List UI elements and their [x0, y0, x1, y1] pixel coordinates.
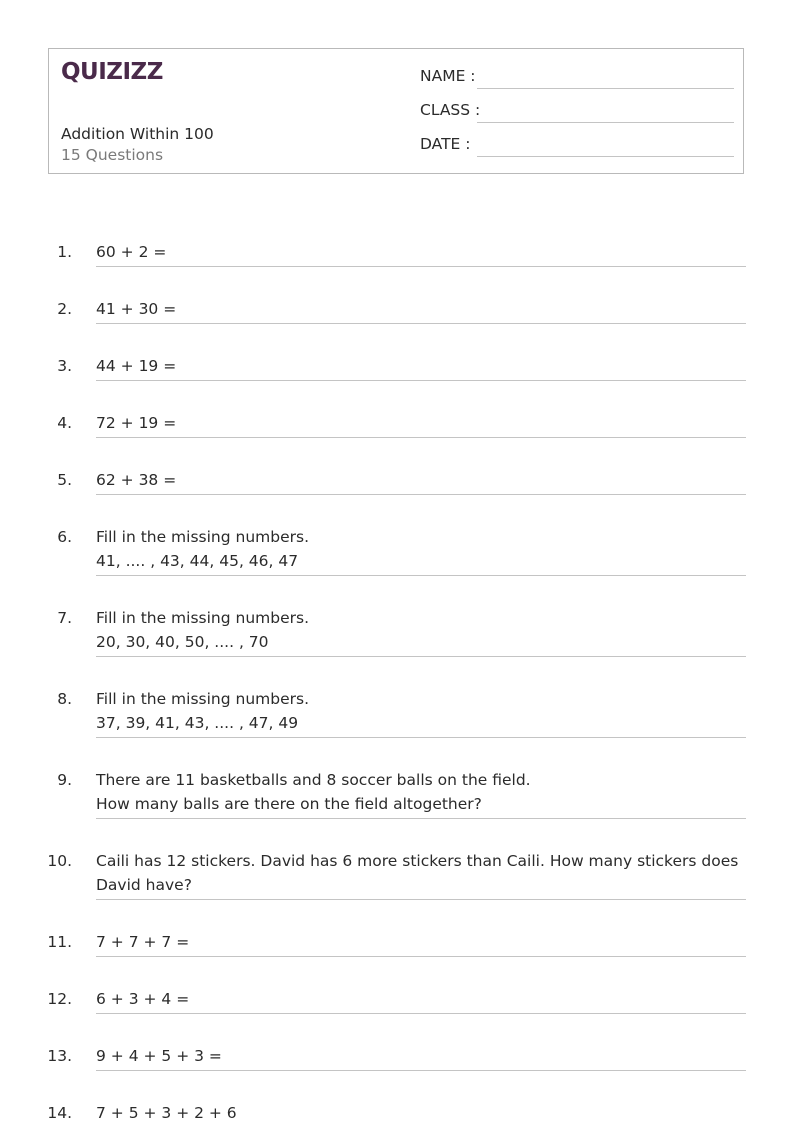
- question-instruction: Fill in the missing numbers.: [96, 609, 310, 627]
- quizizz-logo: QUIZIZZ: [61, 59, 163, 85]
- question-text: 72 + 19 =: [96, 414, 177, 432]
- question-number: 13.: [47, 1047, 72, 1065]
- question-number: 12.: [47, 990, 72, 1008]
- question-number: 9.: [57, 771, 72, 789]
- question-answer-area[interactable]: [96, 297, 746, 324]
- question-answer-area[interactable]: [96, 768, 746, 819]
- question-text: How many balls are there on the field altogether?: [96, 795, 482, 813]
- question-text: 7 + 5 + 3 + 2 + 6: [96, 1104, 237, 1122]
- date-field: [420, 135, 734, 159]
- question-number: 6.: [57, 528, 72, 546]
- question-answer-area[interactable]: [96, 849, 746, 900]
- question-number: 8.: [57, 690, 72, 708]
- question-text: Caili has 12 stickers. David has 6 more stickers than Caili. How many stickers does David have?: [96, 852, 739, 894]
- date-label: DATE :: [420, 135, 471, 153]
- question-answer-area[interactable]: [96, 240, 746, 267]
- question-text: 41 + 30 =: [96, 300, 177, 318]
- question-answer-area[interactable]: [96, 687, 746, 738]
- question-answer-area[interactable]: [96, 411, 746, 438]
- question-text: 6 + 3 + 4 =: [96, 990, 190, 1008]
- name-label: NAME :: [420, 67, 476, 85]
- question-number: 5.: [57, 471, 72, 489]
- question-text: 60 + 2 =: [96, 243, 167, 261]
- question-number: 11.: [47, 933, 72, 951]
- question-number: 14.: [47, 1104, 72, 1122]
- question-answer-area[interactable]: [96, 525, 746, 576]
- worksheet-header: [48, 48, 744, 174]
- question-number: 3.: [57, 357, 72, 375]
- question-text: There are 11 basketballs and 8 soccer balls on the field.: [96, 771, 531, 789]
- question-number: 2.: [57, 300, 72, 318]
- class-blank-line[interactable]: [477, 122, 734, 123]
- question-sequence: 41, .... , 43, 44, 45, 46, 47: [96, 552, 299, 570]
- question-answer-area[interactable]: [96, 930, 746, 957]
- class-label: CLASS :: [420, 101, 481, 119]
- question-text: 9 + 4 + 5 + 3 =: [96, 1047, 222, 1065]
- class-field: [420, 101, 734, 125]
- question-number: 1.: [57, 243, 72, 261]
- question-answer-area[interactable]: [96, 606, 746, 657]
- question-number: 10.: [47, 852, 72, 870]
- question-answer-area[interactable]: [96, 1101, 746, 1127]
- question-instruction: Fill in the missing numbers.: [96, 690, 310, 708]
- name-blank-line[interactable]: [477, 88, 734, 89]
- question-count: 15 Questions: [61, 146, 164, 164]
- name-field: [420, 67, 734, 91]
- question-answer-area[interactable]: [96, 354, 746, 381]
- date-blank-line[interactable]: [477, 156, 734, 157]
- question-instruction: Fill in the missing numbers.: [96, 528, 310, 546]
- question-answer-area[interactable]: [96, 468, 746, 495]
- question-number: 7.: [57, 609, 72, 627]
- question-answer-area[interactable]: [96, 1044, 746, 1071]
- question-sequence: 20, 30, 40, 50, .... , 70: [96, 633, 269, 651]
- question-answer-area[interactable]: [96, 987, 746, 1014]
- worksheet-title: Addition Within 100: [61, 125, 214, 143]
- question-number: 4.: [57, 414, 72, 432]
- question-text: 62 + 38 =: [96, 471, 177, 489]
- question-text: 44 + 19 =: [96, 357, 177, 375]
- question-text: 7 + 7 + 7 =: [96, 933, 190, 951]
- question-sequence: 37, 39, 41, 43, .... , 47, 49: [96, 714, 299, 732]
